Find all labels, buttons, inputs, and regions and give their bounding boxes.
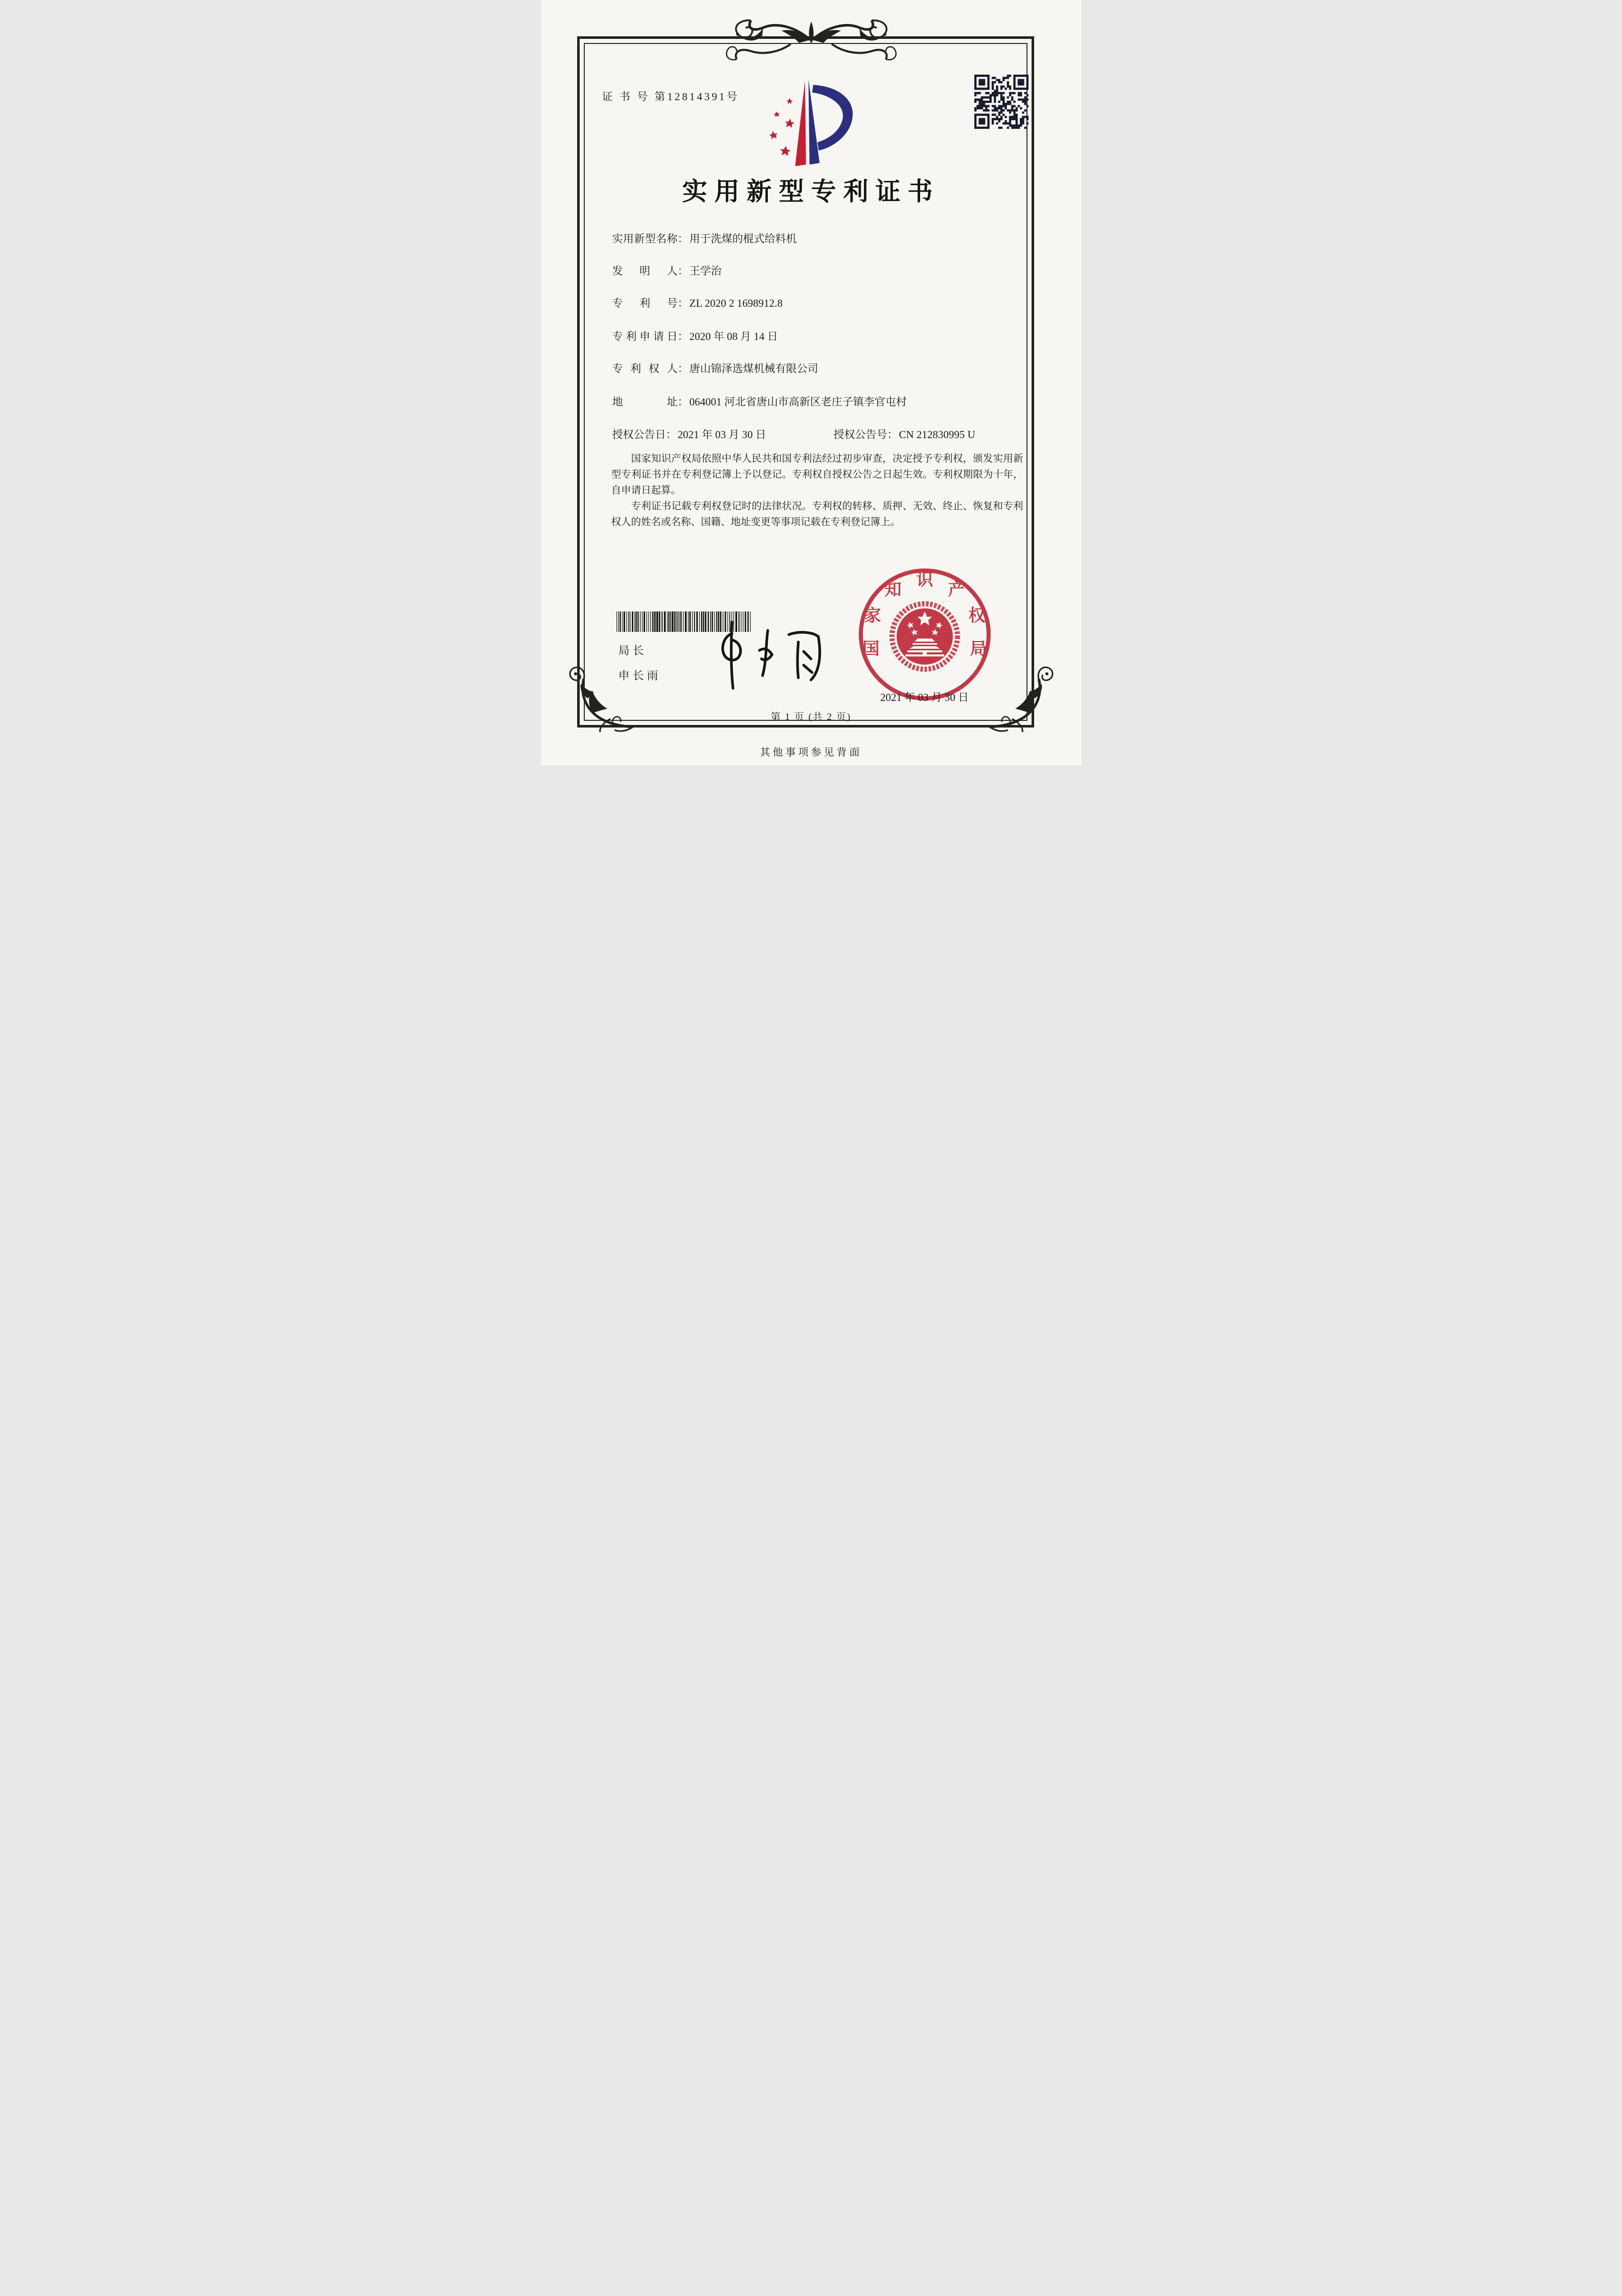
field-value: 064001 河北省唐山市高新区老庄子镇李官屯村 [689, 396, 907, 408]
field-row-patent-number [612, 295, 783, 310]
field-colon: ： [677, 362, 689, 375]
field-value: ZL 2020 2 1698912.8 [689, 297, 783, 309]
field-row-utility-model-name [612, 231, 797, 246]
patent-certificate-page [541, 0, 1082, 765]
grant-number-value: CN 212830995 U [899, 428, 975, 441]
field-value: 用于洗煤的棍式给料机 [689, 233, 797, 245]
seal-char: 知 [884, 581, 901, 599]
certificate-title: 实用新型专利证书 [682, 177, 940, 206]
field-colon: ： [887, 428, 898, 441]
cnipa-patent-logo-icon [770, 77, 860, 167]
field-value: 王学治 [689, 265, 722, 277]
field-colon: ： [677, 330, 689, 343]
field-row-patentee [612, 360, 818, 376]
legal-paragraph-1: 国家知识产权局依照中华人民共和国专利法经过初步审查，决定授予专利权，颁发实用新型专利证书并在专利登记簿上予以登记。专利权自授权公告之日起生效。专利权期限为十年，自申请日起算。 [611, 453, 1023, 496]
legal-text-block [611, 451, 1023, 530]
field-colon: ： [677, 265, 689, 277]
field-label: 地址 [612, 396, 678, 408]
field-row-inventor [612, 263, 722, 278]
field-label: 专利号 [612, 297, 678, 309]
field-colon: ： [666, 428, 677, 441]
grant-number-label: 授权公告号 [833, 428, 887, 441]
seal-char: 产 [948, 581, 965, 599]
seal-char: 局 [970, 640, 987, 658]
official-seal [855, 565, 994, 704]
field-row-filing-date [612, 328, 778, 344]
grant-date-label: 授权公告日 [612, 428, 666, 441]
grant-number-group [834, 426, 975, 442]
qr-code [974, 75, 1029, 129]
top-border-ornament [714, 14, 908, 61]
back-side-note: 其他事项参见背面 [760, 747, 862, 758]
grant-date-value: 2021 年 03 月 30 日 [677, 428, 766, 441]
field-label: 实用新型名称 [612, 233, 678, 245]
field-value: 唐山锦泽选煤机械有限公司 [689, 362, 818, 375]
field-row-grant [612, 426, 975, 442]
field-colon: ： [677, 233, 689, 245]
field-colon: ： [677, 396, 689, 408]
director-signature [700, 619, 837, 693]
legal-paragraph-2: 专利证书记载专利权登记时的法律状况。专利权的转移、质押、无效、终止、恢复和专利权人的姓名或名称、国籍、地址变更等事项记载在专利登记簿上。 [611, 501, 1023, 528]
seal-char: 识 [916, 571, 933, 589]
field-label: 发明人 [612, 265, 678, 277]
certificate-number: 证 书 号 第12814391号 [602, 90, 740, 103]
field-row-address [612, 394, 907, 409]
field-value: 2020 年 08 月 14 日 [689, 330, 778, 343]
page-number-info: 第 1 页 (共 2 页) [770, 712, 852, 722]
field-label: 专利申请日 [612, 330, 678, 343]
seal-char: 国 [862, 640, 879, 658]
field-colon: ： [677, 297, 689, 309]
director-title-label: 局长 [618, 644, 647, 657]
seal-char: 家 [864, 607, 881, 625]
seal-date: 2021 年 03 月 30 日 [880, 691, 969, 703]
seal-char: 权 [968, 607, 985, 625]
field-label: 专利权人 [612, 362, 678, 375]
director-name-label: 申长雨 [618, 669, 661, 682]
